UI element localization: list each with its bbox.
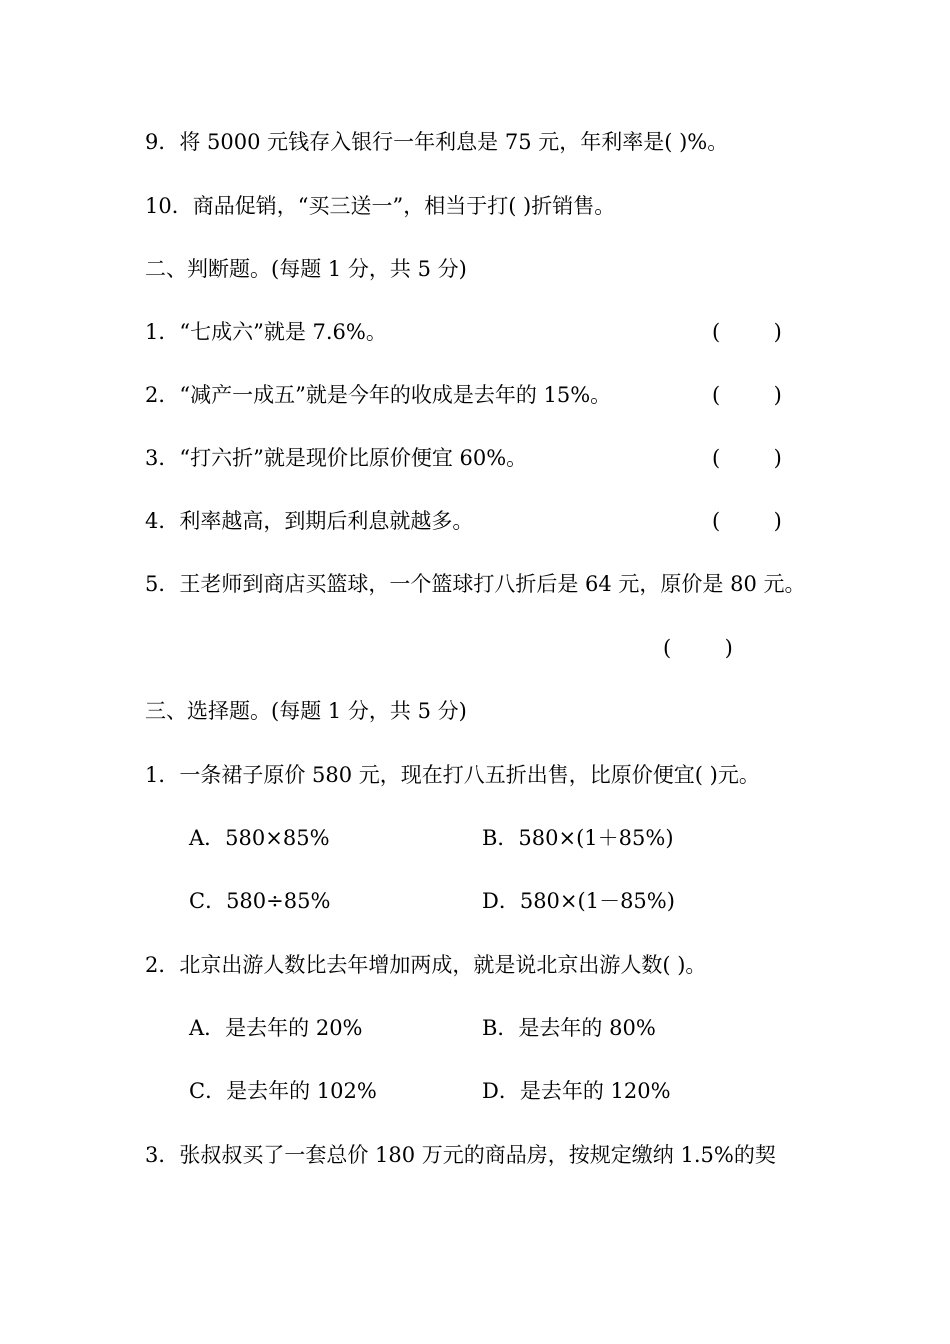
choice-2-option-b: B．是去年的 80%	[482, 1016, 656, 1040]
judge-answer-blank-2: ( )	[712, 383, 782, 407]
choice-2-option-a: A．是去年的 20%	[189, 1016, 363, 1040]
choice-2-option-c: C．是去年的 102%	[189, 1079, 377, 1103]
question-9: 9．将 5000 元钱存入银行一年利息是 75 元，年利率是( )%。	[145, 130, 729, 154]
judge-answer-blank-5: ( )	[663, 636, 733, 660]
judge-answer-blank-1: ( )	[712, 320, 782, 344]
section-2-title: 二、判断题。(每题 1 分，共 5 分)	[145, 257, 467, 281]
choice-question-3: 3．张叔叔买了一套总价 180 万元的商品房，按规定缴纳 1.5%的契	[145, 1143, 776, 1167]
judge-answer-blank-3: ( )	[712, 446, 782, 470]
choice-question-2: 2．北京出游人数比去年增加两成，就是说北京出游人数( )。	[145, 953, 707, 977]
choice-question-1: 1．一条裙子原价 580 元，现在打八五折出售，比原价便宜( )元。	[145, 763, 760, 787]
judge-item-1: 1．“七成六”就是 7.6%。	[145, 320, 387, 344]
choice-1-option-b: B．580×(1＋85%)	[482, 826, 674, 850]
judge-item-2: 2．“减产一成五”就是今年的收成是去年的 15%。	[145, 383, 612, 407]
choice-1-option-c: C．580÷85%	[189, 889, 331, 913]
judge-item-4: 4．利率越高，到期后利息就越多。	[145, 509, 474, 533]
choice-1-option-d: D．580×(1－85%)	[482, 889, 675, 913]
question-10: 10．商品促销，“买三送一”，相当于打( )折销售。	[145, 194, 616, 218]
judge-answer-blank-4: ( )	[712, 509, 782, 533]
judge-item-5: 5．王老师到商店买篮球，一个篮球打八折后是 64 元，原价是 80 元。	[145, 572, 806, 596]
choice-2-option-d: D．是去年的 120%	[482, 1079, 671, 1103]
judge-item-3: 3．“打六折”就是现价比原价便宜 60%。	[145, 446, 528, 470]
section-3-title: 三、选择题。(每题 1 分，共 5 分)	[145, 699, 467, 723]
choice-1-option-a: A．580×85%	[189, 826, 330, 850]
